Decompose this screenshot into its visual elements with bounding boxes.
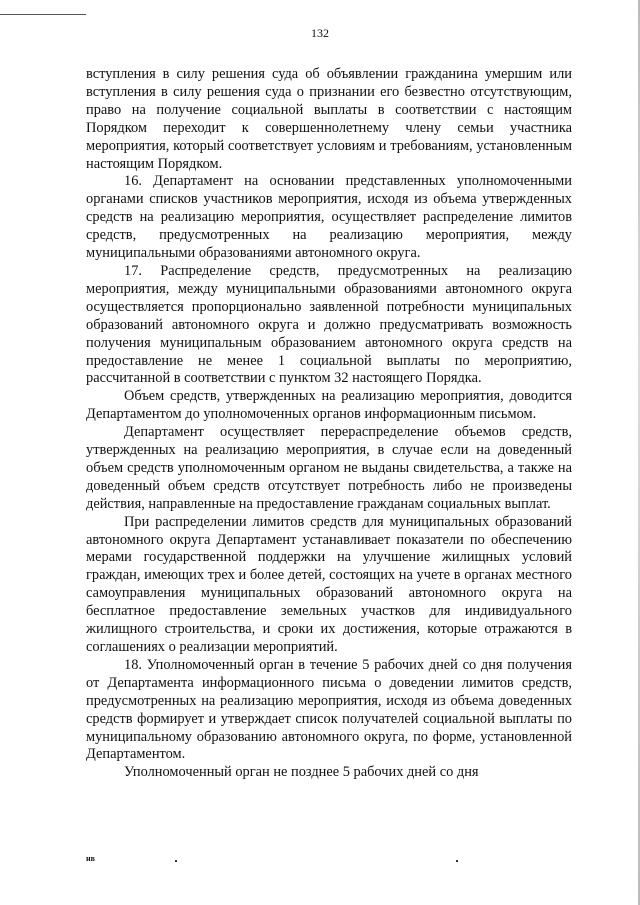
paragraph-funds-volume: Объем средств, утвержденных на реализацию мероприятия, доводится Департаментом до уполномоченных органов информационным письмом.	[86, 388, 572, 423]
paragraph-distribution-indicators: При распределении лимитов средств для муниципальных образований автономного округа Департамент устанавливает показатели по обеспечению мерами государственной поддержки на улучшение жилищных условий граждан, имеющих трех и более детей, состоящих на учете в органах местного самоуправления муниципальных образований автономного округа на бесплатное предоставление земельных участков для индивидуального жилищного строительства, и сроки их достижения, которые отражаются в соглашениях о реализации мероприятий.	[86, 513, 572, 655]
document-body	[86, 66, 572, 782]
paragraph-item-17: 17. Распределение средств, предусмотренных на реализацию мероприятия, между муниципальными образованиями автономного округа осуществляется пропорционально заявленной потребности муниципальных образований автономного округа и должно предусматривать возможность получения муниципальным образованием автономного округа средств на предоставление не менее 1 социальной выплаты по мероприятию, рассчитанной в соответствии с пунктом 32 настоящего Порядка.	[86, 262, 572, 387]
paragraph-authorized-body: Уполномоченный орган не позднее 5 рабочих дней со дня	[124, 764, 479, 781]
footer-code: нв	[86, 854, 95, 863]
paragraph-continuation: вступления в силу решения суда об объявлении гражданина умершим или вступления в силу решения суда о признании его безвестно отсутствующим, право на получение социальной выплаты в соответствии с настоящим Порядком переходит к совершеннолетнему члену семьи участника мероприятия, который соответствует условиям и требованиям, установленным настоящим Порядком.	[86, 66, 572, 172]
paragraph-item-16: 16. Департамент на основании представленных уполномоченными органами списков участников мероприятия, исходя из объема утвержденных средств на реализацию мероприятия, осуществляет распределение лимитов средств, предусмотренных на реализацию мероприятия, между муниципальными образованиями автономного округа.	[86, 173, 572, 262]
scan-edge-mark	[0, 14, 86, 15]
page-number: 132	[311, 26, 329, 40]
scan-dot	[456, 860, 458, 862]
scan-dot	[175, 860, 177, 862]
paragraph-item-18: 18. Уполномоченный орган в течение 5 рабочих дней со дня получения от Департамента информационного письма о доведении лимитов средств, предусмотренных на реализацию мероприятия, исходя из объема доведенных средств формирует и утверждает список получателей социальной выплаты по муниципальному образованию автономного округа, по форме, установленной Департаментом.	[86, 656, 572, 763]
paragraph-redistribution: Департамент осуществляет перераспределение объемов средств, утвержденных на реализацию мероприятия, в случае если на доведенный объем средств уполномоченным органом не выданы свидетельства, а также на доведенный объем средств отсутствует потребность либо не произведены действия, направленные на предоставление гражданам социальных выплат.	[86, 424, 572, 512]
